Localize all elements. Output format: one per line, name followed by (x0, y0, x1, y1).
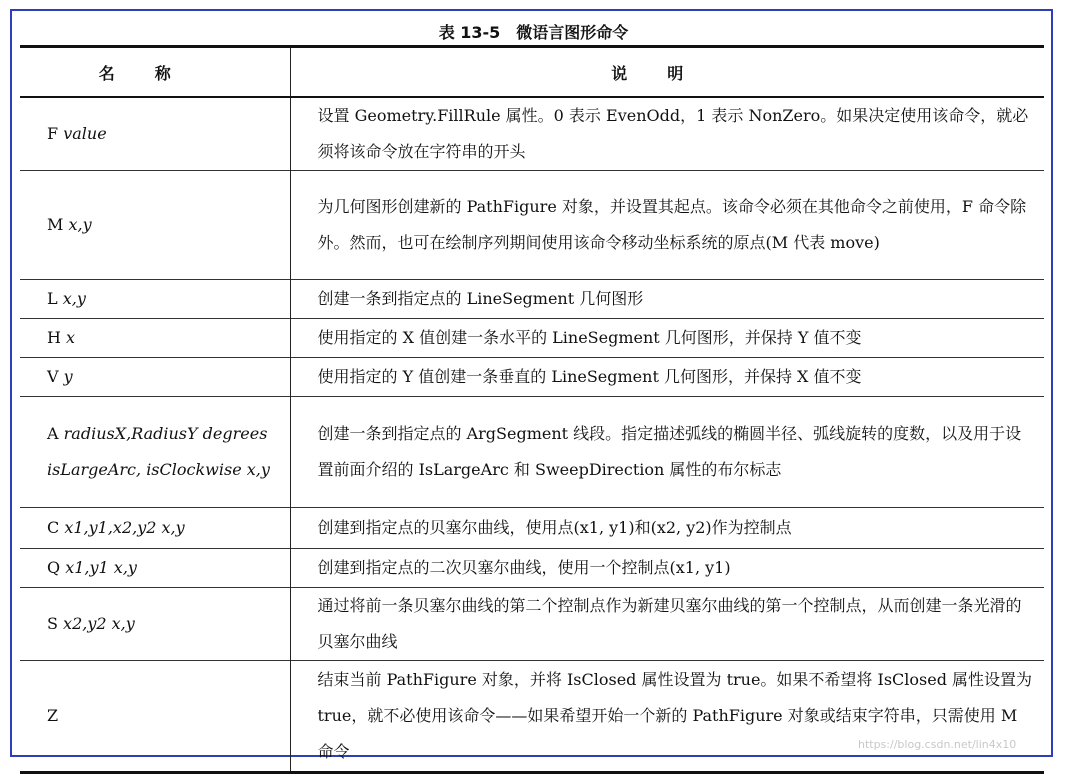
command-description: 使用指定的 Y 值创建一条垂直的 LineSegment 几何图形，并保持 X 值不变 (317, 367, 862, 386)
command-name: V y (20, 358, 290, 397)
command-description: 为几何图形创建新的 PathFigure 对象，并设置其起点。该命令必须在其他命令之前使用，F 命令除外。然而，也可在绘制序列期间使用该命令移动坐标系统的原点(M 代表 move) (317, 197, 1027, 252)
table-row (20, 661, 1044, 773)
table-row (20, 549, 1044, 588)
command-table (20, 45, 1044, 774)
command-description: 通过将前一条贝塞尔曲线的第二个控制点作为新建贝塞尔曲线的第一个控制点，从而创建一条光滑的贝塞尔曲线 (317, 596, 1022, 651)
document-frame (10, 9, 1053, 761)
command-name: S x2,y2 x,y (20, 588, 290, 661)
table-row (20, 319, 1044, 358)
header-description: 说明 (611, 63, 724, 83)
command-name: H x (20, 319, 290, 358)
table-wrapper (20, 45, 1044, 774)
command-description: 设置 Geometry.FillRule 属性。0 表示 EvenOdd，1 表示 NonZero。如果决定使用该命令，就必须将该命令放在字符串的开头 (317, 106, 1029, 161)
table-row (20, 397, 1044, 508)
command-description: 使用指定的 X 值创建一条水平的 LineSegment 几何图形，并保持 Y 值不变 (317, 328, 862, 347)
command-name: Q x1,y1 x,y (20, 549, 290, 588)
command-description: 创建到指定点的贝塞尔曲线，使用点(x1, y1)和(x2, y2)作为控制点 (317, 518, 792, 537)
command-name: A radiusX,RadiusY degrees isLargeArc, isClockwise x,y (20, 397, 290, 508)
command-description: 结束当前 PathFigure 对象，并将 IsClosed 属性设置为 true。如果不希望将 IsClosed 属性设置为 true，就不必使用该命令——如果希望开始一个新的 PathFigure 对象或结束字符串，只需使用 M 命令 (317, 670, 1033, 761)
table-row (20, 358, 1044, 397)
command-name: Z (20, 661, 290, 773)
watermark: https://blog.csdn.net/lin4x10 (858, 738, 1017, 751)
command-name: C x1,y1,x2,y2 x,y (20, 508, 290, 549)
command-name: M x,y (20, 171, 290, 280)
command-name: F value (20, 97, 290, 171)
command-description: 创建一条到指定点的 ArgSegment 线段。指定描述弧线的椭圆半径、弧线旋转的度数，以及用于设置前面介绍的 IsLargeArc 和 SweepDirection 属性的布尔标志 (317, 424, 1022, 479)
command-description: 创建一条到指定点的 LineSegment 几何图形 (317, 289, 644, 308)
header-name: 名称 (20, 47, 290, 98)
table-header-row (20, 47, 1044, 98)
table-row (20, 588, 1044, 661)
table-caption: 表 13-5 微语言图形命令 (438, 23, 629, 42)
command-description: 创建到指定点的二次贝塞尔曲线，使用一个控制点(x1, y1) (317, 558, 731, 577)
command-name: L x,y (20, 280, 290, 319)
table-row (20, 171, 1044, 280)
table-row (20, 508, 1044, 549)
table-row (20, 97, 1044, 171)
table-row (20, 280, 1044, 319)
